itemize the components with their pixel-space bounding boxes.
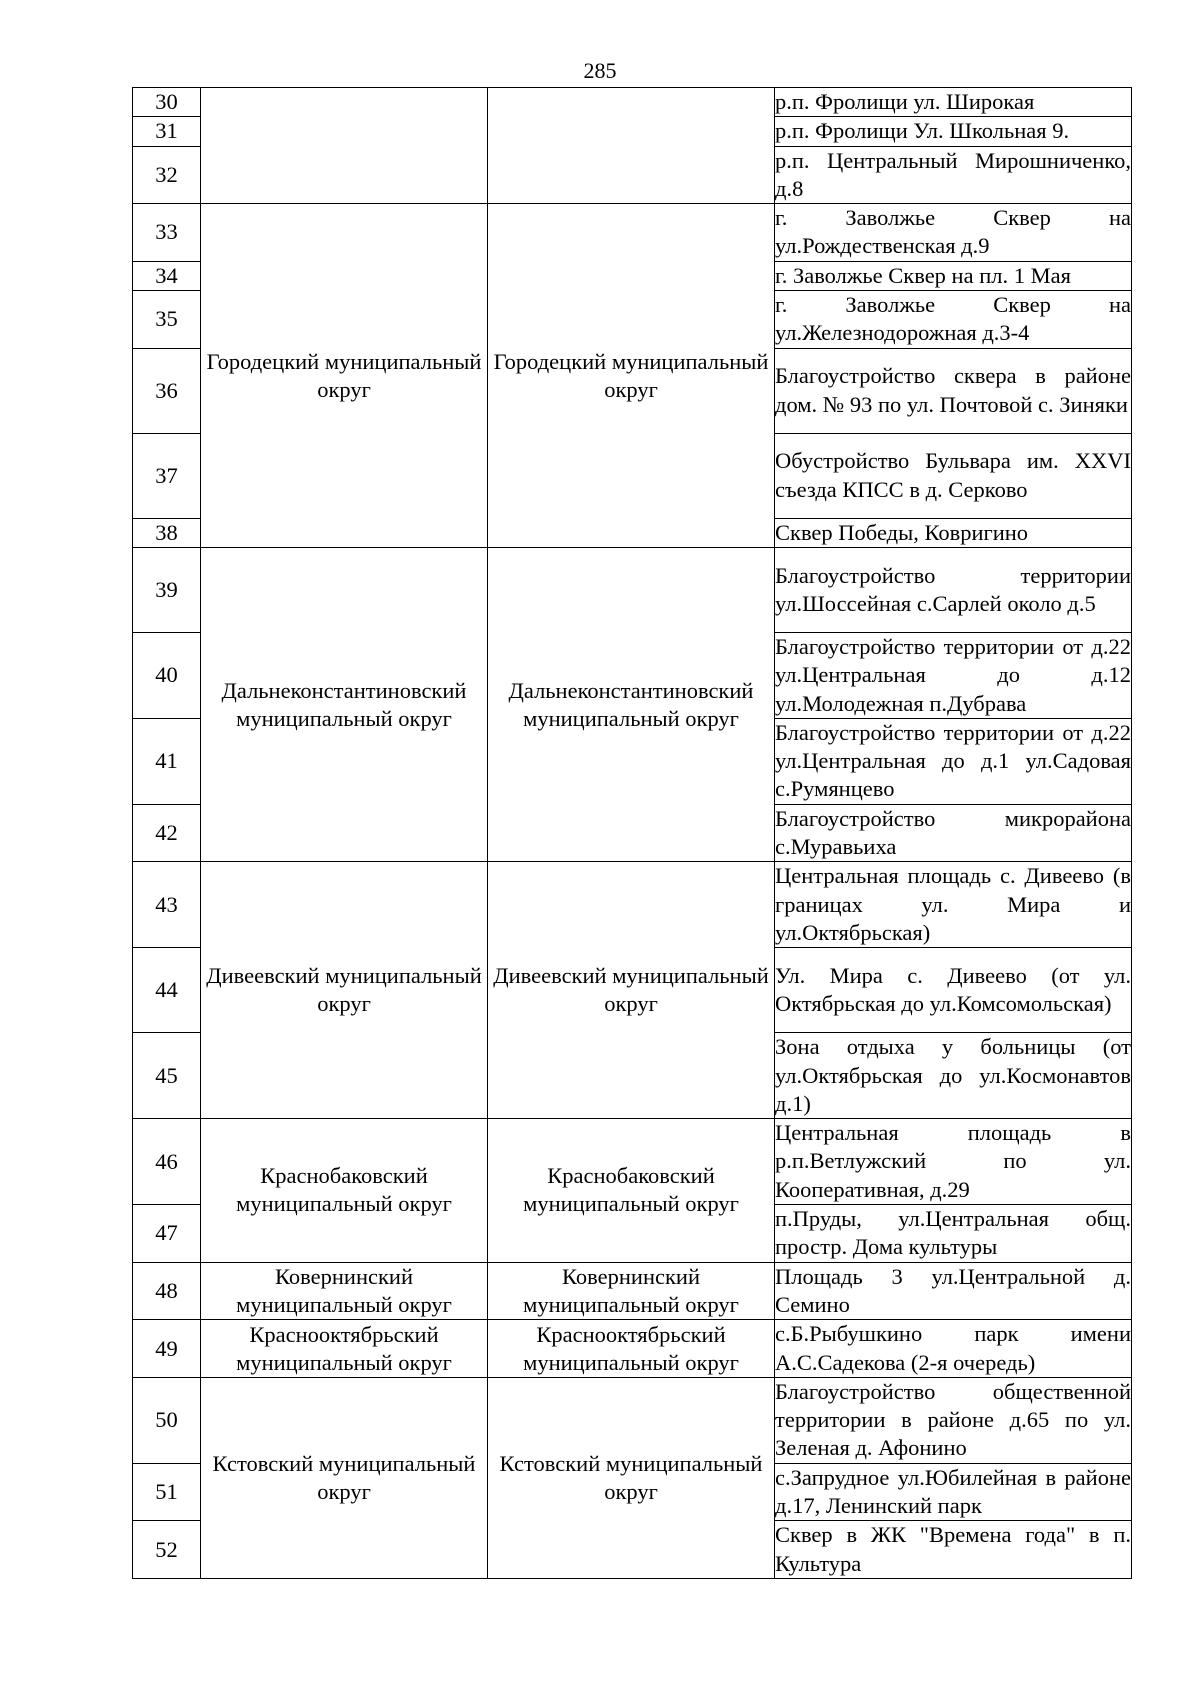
row-number: 48 <box>133 1262 201 1320</box>
row-number: 33 <box>133 204 201 262</box>
row-number: 52 <box>133 1521 201 1579</box>
territory-name: г. Заволжье Сквер на пл. 1 Мая <box>775 261 1132 290</box>
row-number: 36 <box>133 348 201 433</box>
district-cell: Краснооктябрьский муниципальный округ <box>201 1320 488 1378</box>
formation-cell: Ковернинский муниципальный округ <box>488 1262 775 1320</box>
row-number: 43 <box>133 862 201 948</box>
territory-name: г. Заволжье Сквер на ул.Железнодорожная д.3-4 <box>775 291 1132 349</box>
row-number: 38 <box>133 518 201 547</box>
territory-name: п.Пруды, ул.Центральная общ. простр. Дома культуры <box>775 1205 1132 1263</box>
territory-name: Благоустройство территории ул.Шоссейная с.Сарлей около д.5 <box>775 547 1132 632</box>
row-number: 30 <box>133 88 201 117</box>
formation-cell: Городецкий муниципальный округ <box>488 204 775 548</box>
territory-name: с.Запрудное ул.Юбилейная в районе д.17, Ленинский парк <box>775 1463 1132 1521</box>
district-cell: Городецкий муниципальный округ <box>201 204 488 548</box>
row-number: 46 <box>133 1119 201 1205</box>
row-number: 45 <box>133 1033 201 1119</box>
territory-name: Зона отдыха у больницы (от ул.Октябрьская до ул.Космонавтов д.1) <box>775 1033 1132 1119</box>
table-row <box>133 204 1132 262</box>
row-number: 31 <box>133 117 201 146</box>
page-number: 285 <box>583 58 617 83</box>
row-number: 47 <box>133 1205 201 1263</box>
formation-cell: Краснобаковский муниципальный округ <box>488 1119 775 1262</box>
territory-name: Благоустройство общественной территории в районе д.65 по ул. Зеленая д. Афонино <box>775 1377 1132 1463</box>
table-row <box>133 862 1132 948</box>
formation-cell <box>488 88 775 204</box>
table-row <box>133 547 1132 632</box>
district-cell: Краснобаковский муниципальный округ <box>201 1119 488 1262</box>
territory-name: Благоустройство территории от д.22 ул.Центральная до д.1 ул.Садовая с.Румянцево <box>775 718 1132 804</box>
row-number: 44 <box>133 948 201 1033</box>
territory-name: Сквер Победы, Ковригино <box>775 518 1132 547</box>
row-number: 39 <box>133 547 201 632</box>
formation-cell: Кстовский муниципальный округ <box>488 1377 775 1578</box>
territory-name: р.п. Фролищи ул. Широкая <box>775 88 1132 117</box>
row-number: 37 <box>133 433 201 518</box>
territory-name: Центральная площадь с. Дивеево (в границах ул. Мира и ул.Октябрьская) <box>775 862 1132 948</box>
territory-name: Площадь 3 ул.Центральной д. Семино <box>775 1262 1132 1320</box>
territory-name: Благоустройство микрорайона с.Муравьиха <box>775 804 1132 862</box>
territory-name: Благоустройство территории от д.22 ул.Центральная до д.12 ул.Молодежная п.Дубрава <box>775 632 1132 718</box>
territory-name: Благоустройство сквера в районе дом. № 93 по ул. Почтовой с. Зиняки <box>775 348 1132 433</box>
territory-name: г. Заволжье Сквер на ул.Рождественская д.9 <box>775 204 1132 262</box>
row-number: 42 <box>133 804 201 862</box>
table-row <box>133 1377 1132 1463</box>
formation-cell: Дальнеконстантиновский муниципальный округ <box>488 547 775 861</box>
district-cell: Дальнеконстантиновский муниципальный округ <box>201 547 488 861</box>
table-row <box>133 1119 1132 1205</box>
row-number: 40 <box>133 632 201 718</box>
row-number: 50 <box>133 1377 201 1463</box>
territories-table <box>132 87 1132 1579</box>
territories-table-body <box>133 88 1132 1579</box>
table-row <box>133 1320 1132 1378</box>
territory-name: Сквер в ЖК "Времена года" в п. Культура <box>775 1521 1132 1579</box>
row-number: 41 <box>133 718 201 804</box>
table-row <box>133 1262 1132 1320</box>
territory-name: Центральная площадь в р.п.Ветлужский по ул. Кооперативная, д.29 <box>775 1119 1132 1205</box>
row-number: 34 <box>133 261 201 290</box>
territory-name: Обустройство Бульвара им. XXVI съезда КПСС в д. Серково <box>775 433 1132 518</box>
row-number: 35 <box>133 291 201 349</box>
territory-name: Ул. Мира с. Дивеево (от ул. Октябрьская до ул.Комсомольская) <box>775 948 1132 1033</box>
table-row <box>133 88 1132 117</box>
formation-cell: Краснооктябрьский муниципальный округ <box>488 1320 775 1378</box>
district-cell: Ковернинский муниципальный округ <box>201 1262 488 1320</box>
territory-name: р.п. Фролищи Ул. Школьная 9. <box>775 117 1132 146</box>
territory-name: с.Б.Рыбушкино парк имени А.С.Садекова (2-я очередь) <box>775 1320 1132 1378</box>
territory-name: р.п. Центральный Мирошниченко, д.8 <box>775 146 1132 204</box>
row-number: 32 <box>133 146 201 204</box>
district-cell: Дивеевский муниципальный округ <box>201 862 488 1119</box>
row-number: 49 <box>133 1320 201 1378</box>
formation-cell: Дивеевский муниципальный округ <box>488 862 775 1119</box>
district-cell: Кстовский муниципальный округ <box>201 1377 488 1578</box>
row-number: 51 <box>133 1463 201 1521</box>
district-cell <box>201 88 488 204</box>
